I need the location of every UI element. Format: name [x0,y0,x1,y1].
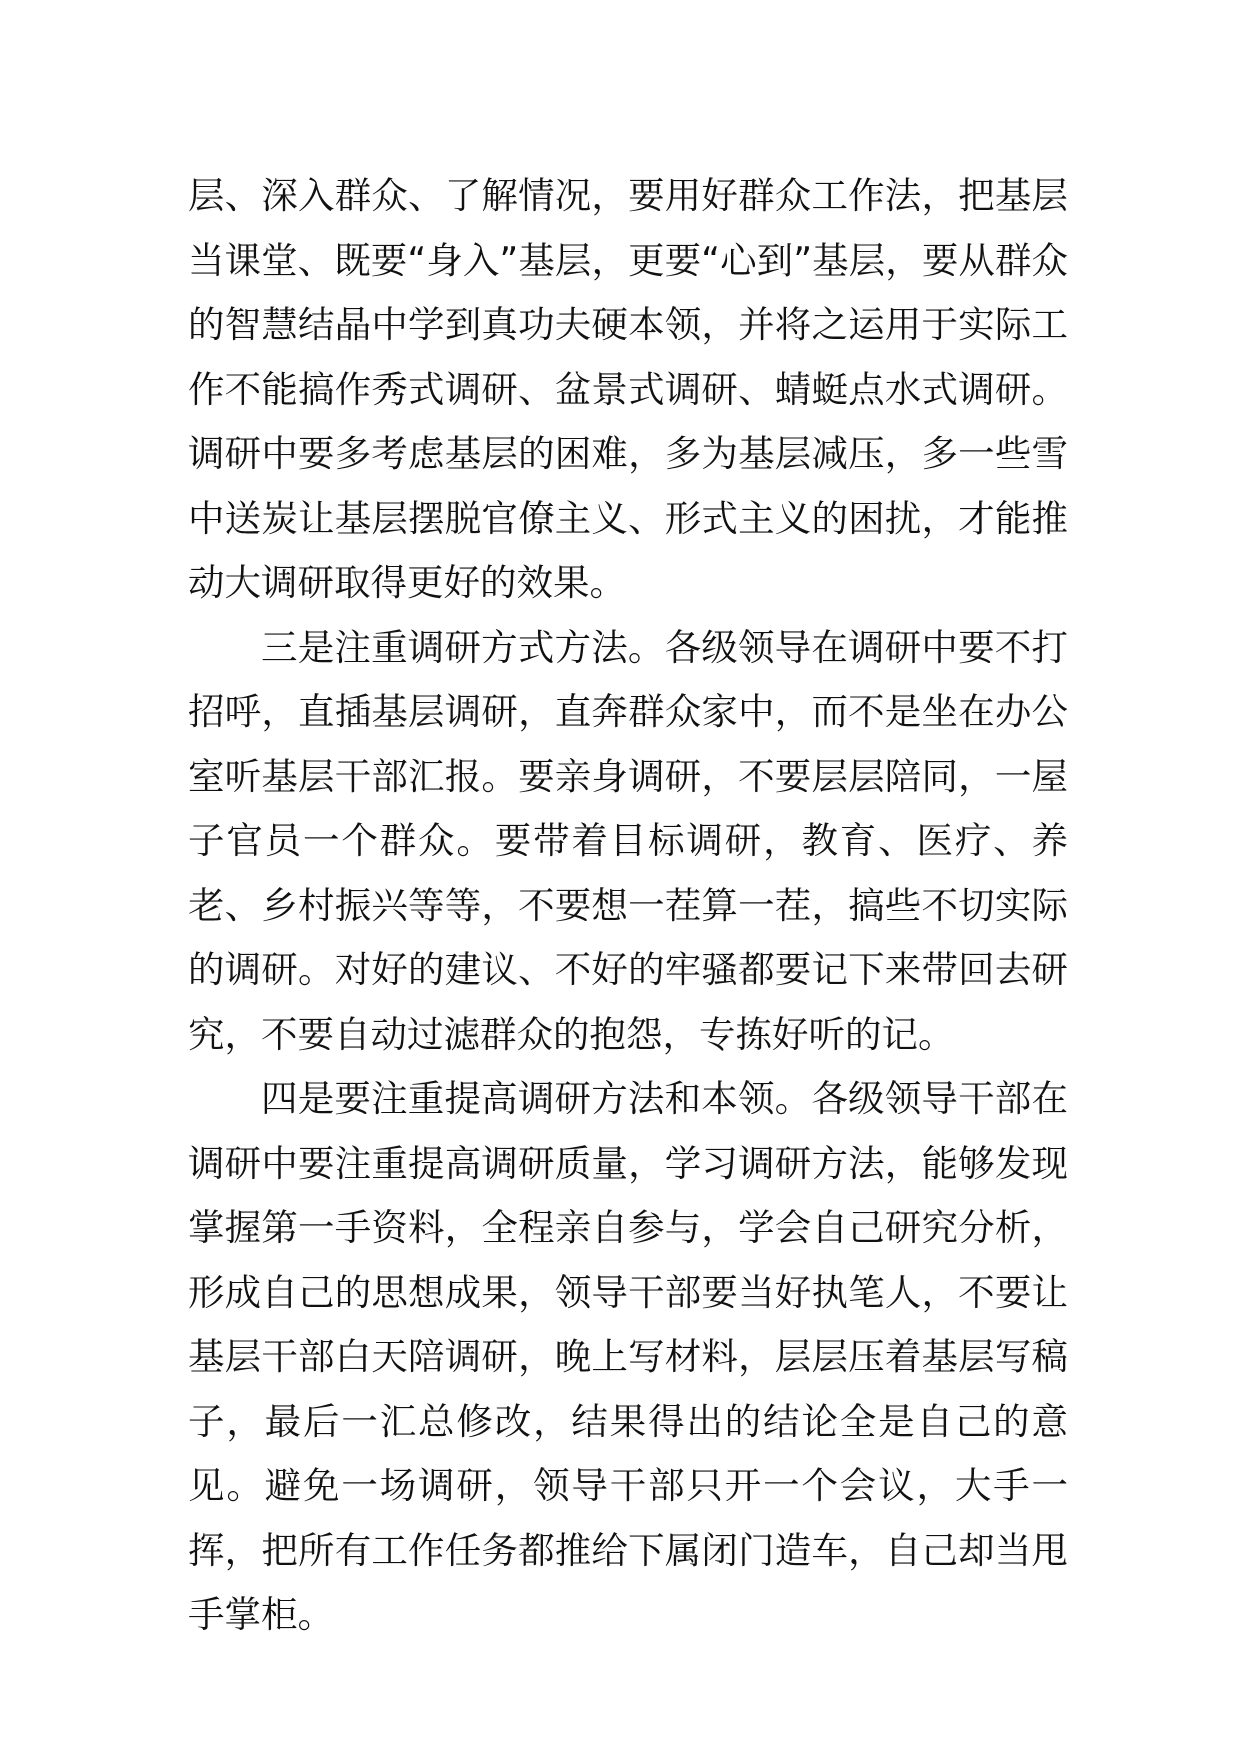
paragraph-2: 三是注重调研方式方法。各级领导在调研中要不打招呼，直插基层调研，直奔群众家中，而不是坐在办公室听基层干部汇报。要亲身调研，不要层层陪同，一屋子官员一个群众。要带着目标调研，教育、医疗、养老、乡村振兴等等，不要想一茬算一茬，搞些不切实际的调研。对好的建议、不好的牢骚都要记下来带回去研究，不要自动过滤群众的抱怨，专拣好听的记。 [188,625,1068,1056]
body-text [188,164,1068,1648]
paragraph-1: 层、深入群众、了解情况，要用好群众工作法，把基层当课堂、既要“身入”基层，更要“心到”基层，要从群众的智慧结晶中学到真功夫硬本领，并将之运用于实际工作不能搞作秀式调研、盆景式调研、蜻蜓点水式调研。调研中要多考虑基层的困难，多为基层减压，多一些雪中送炭让基层摆脱官僚主义、形式主义的困扰，才能推动大调研取得更好的效果。 [188,174,1068,604]
paragraph-3: 四是要注重提高调研方法和本领。各级领导干部在调研中要注重提高调研质量，学习调研方法，能够发现掌握第一手资料，全程亲自参与，学会自己研究分析，形成自己的思想成果，领导干部要当好执笔人，不要让基层干部白天陪调研，晚上写材料，层层压着基层写稿子，最后一汇总修改，结果得出的结论全是自己的意见。避免一场调研，领导干部只开一个会议，大手一挥，把所有工作任务都推给下属闭门造车，自己却当甩手掌柜。 [188,1077,1068,1636]
